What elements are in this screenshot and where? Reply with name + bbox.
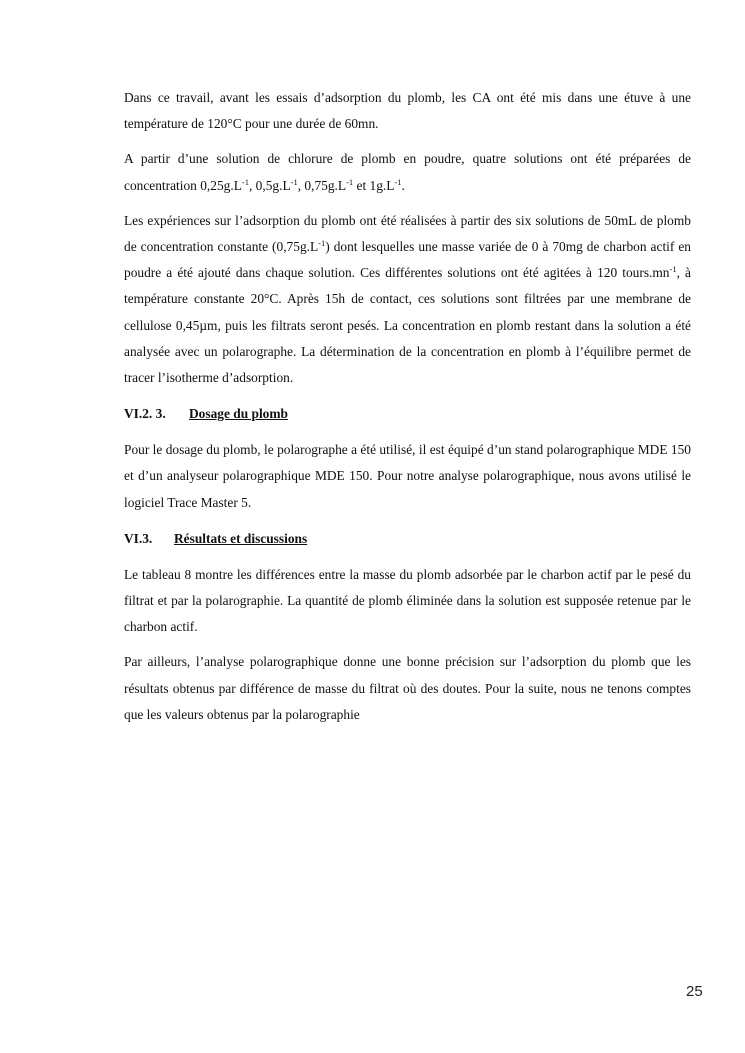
section-title: Résultats et discussions — [174, 530, 308, 546]
section-number: VI.2. 3. — [124, 406, 166, 422]
text-fragment: et 1g.L — [353, 177, 395, 193]
paragraph-adsorption-experiments — [124, 208, 691, 391]
text-fragment: , à température constante 20°C. Après 15h de contact, ces solutions sont filtrées par une membrane de cellulose 0,45µm, puis les filtrats seront pesés. La concentration en plomb restant dans la solution a été analysée avec un polarographe. La détermination de la concentration en plomb à l’équilibre permet de tracer l’isotherme d’adsorption. — [124, 265, 691, 386]
superscript: -1 — [318, 238, 326, 249]
superscript: -1 — [669, 264, 677, 275]
section-heading-results — [124, 526, 691, 552]
page-number: 25 — [686, 983, 703, 1000]
text-fragment: , 0,5g.L — [248, 177, 291, 193]
section-heading-dosage — [124, 401, 691, 427]
paragraph-solution-preparation — [124, 146, 691, 198]
superscript: -1 — [290, 176, 298, 187]
paragraph-table-8: Le tableau 8 montre les différences entre la masse du plomb adsorbée par le charbon actif par le pesé du filtrat et par la polarographie. La quantité de plomb éliminée dans la solution est supposée retenue par le charbon actif. — [124, 566, 691, 635]
page-content — [124, 85, 691, 728]
paragraph-polarograph: Pour le dosage du plomb, le polarographe a été utilisé, il est équipé d’un stand polarographique MDE 150 et d’un analyseur polarographique MDE 150. Pour notre analyse polarographique, nous avons utilisé le logiciel Trace Master 5. — [124, 442, 691, 510]
section-title: Dosage du plomb — [189, 406, 288, 422]
section-number: VI.3. — [124, 530, 153, 546]
text-fragment: Les expériences sur l’adsorption du plomb ont été réalisées à partir des six solutions de 50mL de plomb de concentration constante (0,75g.L — [124, 212, 691, 255]
superscript: -1 — [346, 176, 354, 187]
superscript: -1 — [394, 176, 402, 187]
text-fragment: A partir d’une solution de chlorure de plomb en poudre, quatre solutions ont été préparées de concentration 0,25g.L — [124, 151, 691, 193]
paragraph-oven-drying: Dans ce travail, avant les essais d’adsorption du plomb, les CA ont été mis dans une étuve à une température de 120°C pour une durée de 60mn. — [124, 90, 691, 132]
text-fragment: ) dont lesquelles une masse variée de 0 à 70mg de charbon actif en poudre a été ajouté dans chaque solution. Ces différentes solutions ont été agitées à 120 tours.mn — [124, 239, 691, 281]
paragraph-polarographic-precision: Par ailleurs, l’analyse polarographique donne une bonne précision sur l’adsorption du plomb que les résultats obtenus par différence de masse du filtrat où des doutes. Pour la suite, nous ne tenons comptes que les valeurs obtenus par la polarographie — [124, 654, 691, 722]
text-fragment: , 0,75g.L — [297, 177, 347, 193]
text-fragment: . — [401, 177, 405, 193]
superscript: -1 — [241, 176, 249, 187]
